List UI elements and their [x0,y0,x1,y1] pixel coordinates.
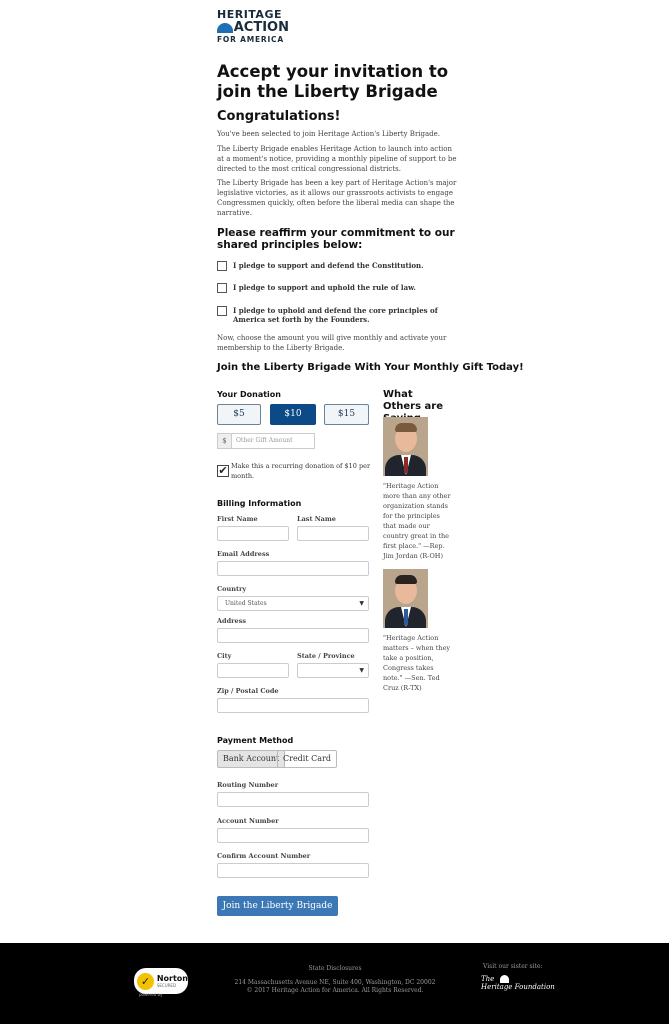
email-field[interactable] [217,561,369,576]
pledge-heading: Please reaffirm your commitment to our shared principles below: [217,227,455,251]
ted-cruz-photo [383,569,428,628]
confirm-account-field[interactable] [217,863,369,878]
billing-title: Billing Information [217,499,302,508]
checkmark-icon: ✓ [137,973,154,990]
pledge-checkbox-2[interactable] [217,283,227,293]
testimonials-title: What Others are [383,389,444,412]
state-label: State / Province [297,652,355,660]
footer-copyright: © 2017 Heritage Action for America. All Rights Reserved. [246,987,424,994]
pledge-item-3[interactable] [217,306,457,324]
city-label: City [217,652,232,660]
bell-icon [500,975,509,983]
logo-action-text: ACTION [233,20,289,35]
city-field[interactable] [217,663,289,678]
country-value: United States [225,600,267,607]
other-amount-placeholder: Other Gift Amount [236,437,293,444]
address-label: Address [217,617,247,625]
pledge-checkbox-1[interactable] [217,261,227,271]
footer-address: 214 Massachusetts Avenue NE, Suite 400, Washington, DC 20002 [234,979,436,986]
heritage-foundation-link[interactable] [481,975,555,991]
last-name-label: Last Name [297,515,336,523]
state-disclosures-link[interactable]: State Disclosures [308,965,362,972]
logo-line-3: FOR AMERICA [217,35,284,44]
intro-paragraph-1: You've been selected to join Heritage Action's Liberty Brigade. [217,130,441,138]
amount-option-5[interactable]: $5 [217,404,261,425]
amount-option-10[interactable]: $10 [270,404,316,425]
sister-site-label: Visit our sister site: [483,963,543,970]
last-name-field[interactable] [297,526,369,541]
your-donation-label: Your Donation [217,390,281,399]
recurring-option[interactable] [217,461,377,481]
bell-icon [217,23,233,33]
tab-bank-account[interactable]: Bank Account [217,750,285,768]
join-submit-button[interactable]: Join the Liberty Brigade [217,896,338,916]
norton-name: Norton [156,974,188,983]
norton-sub: SECURED [156,983,177,988]
tab-credit-card[interactable]: Credit Card [277,750,337,768]
chevron-down-icon: ▼ [359,667,364,674]
hf-line-1: The [481,975,495,983]
logo-line-1: HERITAGE [217,8,282,21]
intro-paragraph-3: The Liberty Brigade has been a key part of Heritage Action's major legislative victories, as it allows our grassroots activists to engage Congressmen quickly, often before the liberal media can shape the narrative. [217,179,457,217]
recurring-label: Make this a recurring donation of $10 per month. [231,462,371,480]
address-field[interactable] [217,628,369,643]
pledge-item-1[interactable] [217,261,457,271]
country-select[interactable] [217,596,369,611]
account-number-label: Account Number [217,817,279,825]
donation-section-title: Join the Liberty Brigade With Your Monthly Gift Today! [217,362,524,373]
first-name-label: First Name [217,515,258,523]
pledge-item-2[interactable] [217,283,457,293]
country-label: Country [217,585,247,593]
zip-label: Zip / Postal Code [217,687,279,695]
norton-badge[interactable] [134,968,188,994]
intro-paragraph-2: The Liberty Brigade enables Heritage Action to launch into action at a moment's notice, providing a monthly pipeline of support to be directed to the most critical congressional districts. [217,145,457,173]
footer [0,943,669,1024]
pledge-checkbox-3[interactable] [217,306,227,316]
payment-method-title: Payment Method [217,736,294,745]
chevron-down-icon: ▼ [359,600,364,607]
heritage-action-logo[interactable] [217,8,289,45]
testimonial-quote-2: "Heritage Action matters – when they take a position, Congress takes note." —Sen. Ted Cruz (R-TX) [383,634,451,692]
first-name-field[interactable] [217,526,289,541]
currency-symbol: $ [218,434,232,448]
congrats-heading: Congratulations! [217,109,341,124]
recurring-checkbox[interactable]: ✔ [218,464,228,477]
confirm-account-label: Confirm Account Number [217,852,311,860]
account-number-field[interactable] [217,828,369,843]
email-label: Email Address [217,550,270,558]
pledge-label-3: I pledge to uphold and defend the core principles of America set forth by the Founders. [233,306,438,324]
jim-jordan-photo [383,417,428,476]
page-title: Accept your invitation to join the Liberty Brigade [217,62,449,101]
logo-line-2 [217,21,289,35]
pledge-label-2: I pledge to support and uphold the rule of law. [233,283,416,292]
routing-number-label: Routing Number [217,781,279,789]
zip-field[interactable] [217,698,369,713]
powered-by-text: powered by [139,992,163,997]
state-select[interactable] [297,663,369,678]
testimonial-quote-1: "Heritage Action more than any other organization stands for the principles that made our country great in the first place." —Rep. Jim Jordan (R-OH) [383,482,451,560]
amount-option-15[interactable]: $15 [324,404,369,425]
other-amount-input[interactable] [217,433,315,449]
hf-line-2: Heritage Foundation [481,983,555,991]
routing-number-field[interactable] [217,792,369,807]
amount-instruction: Now, choose the amount you will give monthly and activate your membership to the Liberty Brigade. [217,334,447,352]
pledge-label-1: I pledge to support and defend the Constitution. [233,261,424,270]
